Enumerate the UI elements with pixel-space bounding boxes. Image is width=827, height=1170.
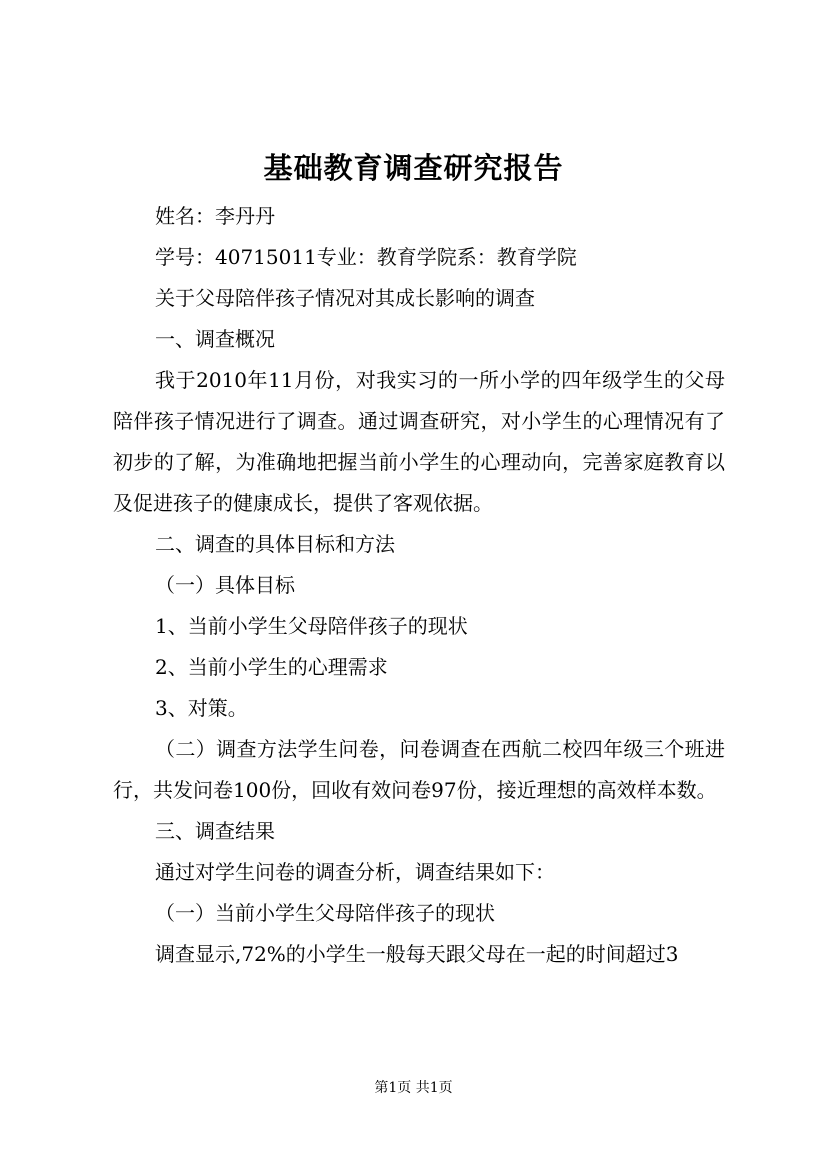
paragraph-overview: 我于2010年11月份，对我实习的一所小学的四年级学生的父母陪伴孩子情况进行了调查。通过调查研究，对小学生的心理情况有了初步的了解，为准确地把握当前小学生的心理动向，完善家庭教育以及促进孩子的健康成长，提供了客观依据。 [113, 368, 725, 515]
list-item-goal-3: 3、对策。 [155, 696, 248, 720]
section-heading-goals-methods: 二、调查的具体目标和方法 [155, 532, 395, 556]
document-body [113, 196, 725, 975]
paragraph-methods: （二）调查方法学生问卷，问卷调查在西航二校四年级三个班进行，共发问卷100份，回收有效问卷97份，接近理想的高效样本数。 [113, 737, 725, 802]
page-footer: 第1页 共1页 [374, 1080, 453, 1096]
list-item-goal-2: 2、当前小学生的心理需求 [155, 655, 388, 679]
subheading-current-status: （一）当前小学生父母陪伴孩子的现状 [155, 901, 495, 925]
paragraph-survey-finding: 调查显示,72%的小学生一般每天跟父母在一起的时间超过3 [155, 942, 679, 966]
paragraph-student-info: 学号：40715011专业：教育学院系：教育学院 [155, 245, 577, 269]
paragraph-survey-topic: 关于父母陪伴孩子情况对其成长影响的调查 [155, 286, 535, 310]
document-title: 基础教育调查研究报告 [263, 151, 564, 185]
section-heading-results: 三、调查结果 [155, 819, 275, 843]
paragraph-results-intro: 通过对学生问卷的调查分析，调查结果如下： [155, 860, 555, 884]
section-heading-overview: 一、调查概况 [155, 327, 275, 351]
subheading-goals: （一）具体目标 [155, 573, 295, 597]
list-item-goal-1: 1、当前小学生父母陪伴孩子的现状 [155, 614, 468, 638]
paragraph-name: 姓名：李丹丹 [155, 204, 275, 228]
